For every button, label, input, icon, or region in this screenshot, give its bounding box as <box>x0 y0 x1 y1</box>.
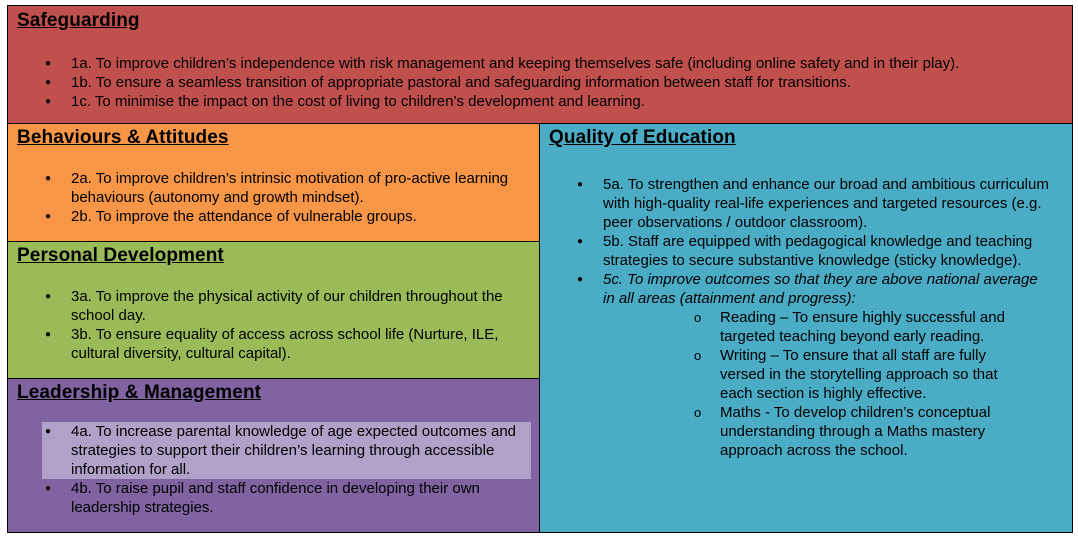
list-item: ● 1b. To ensure a seamless transition of appropriate pastoral and safeguarding information between staff for transitions. <box>8 73 1072 92</box>
list-item-with-subitems <box>540 270 1072 460</box>
list-item: ● 5a. To strengthen and enhance our broad and ambitious curriculum with high-quality real-life experiences and targeted resources (e.g. peer observations / outdoor classroom). <box>540 175 1072 232</box>
outcomes-item-text: 5c. To improve outcomes so that they are above national average in all areas (attainment and progress): <box>603 271 1038 307</box>
outcomes-sublist <box>603 308 1050 460</box>
safeguarding-section <box>7 5 1073 124</box>
list-item: ● 3a. To improve the physical activity of our children throughout the school day. <box>8 287 539 325</box>
behaviours-attitudes-heading: Behaviours & Attitudes <box>17 127 229 148</box>
sublist-item-reading: o Reading – To ensure highly successful and targeted teaching beyond early reading. <box>603 308 1050 346</box>
sublist-item-maths: o Maths - To develop children’s conceptual understanding through a Maths mastery approach across the school. <box>603 403 1050 460</box>
sublist-item-writing: o Writing – To ensure that all staff are fully versed in the storytelling approach so that each section is highly effective. <box>603 346 1050 403</box>
personal-development-list <box>8 287 539 363</box>
list-item: ● 1a. To improve children’s independence with risk management and keeping themselves safe (including online safety and in their play). <box>8 54 1072 73</box>
list-item: ● 5b. Staff are equipped with pedagogical knowledge and teaching strategies to secure substantive knowledge (sticky knowledge). <box>540 232 1072 270</box>
list-item: ● 1c. To minimise the impact on the cost of living to children’s development and learning. <box>8 92 1072 111</box>
personal-development-section <box>7 241 540 379</box>
leadership-list <box>8 422 539 517</box>
list-item: ● 2b. To improve the attendance of vulnerable groups. <box>8 207 539 226</box>
behaviours-list <box>8 169 539 226</box>
leadership-management-section <box>7 378 540 533</box>
safeguarding-list <box>8 54 1072 111</box>
highlighted-list-item[interactable]: ● 4a. To increase parental knowledge of age expected outcomes and strategies to support their children’s learning through accessible information for all. <box>42 422 531 479</box>
behaviours-attitudes-section <box>7 123 540 242</box>
list-item: ● 2a. To improve children’s intrinsic motivation of pro-active learning behaviours (autonomy and growth mindset). <box>8 169 539 207</box>
quality-of-education-heading: Quality of Education <box>549 127 736 148</box>
personal-development-heading: Personal Development <box>17 245 224 266</box>
list-item: ● 4b. To raise pupil and staff confidence in developing their own leadership strategies. <box>8 479 539 517</box>
leadership-management-heading: Leadership & Management <box>17 382 262 403</box>
quality-of-education-section <box>539 123 1073 533</box>
list-item: ● 3b. To ensure equality of access across school life (Nurture, ILE, cultural diversity, cultural capital). <box>8 325 539 363</box>
quality-list <box>540 175 1072 460</box>
safeguarding-heading: Safeguarding <box>17 10 140 31</box>
